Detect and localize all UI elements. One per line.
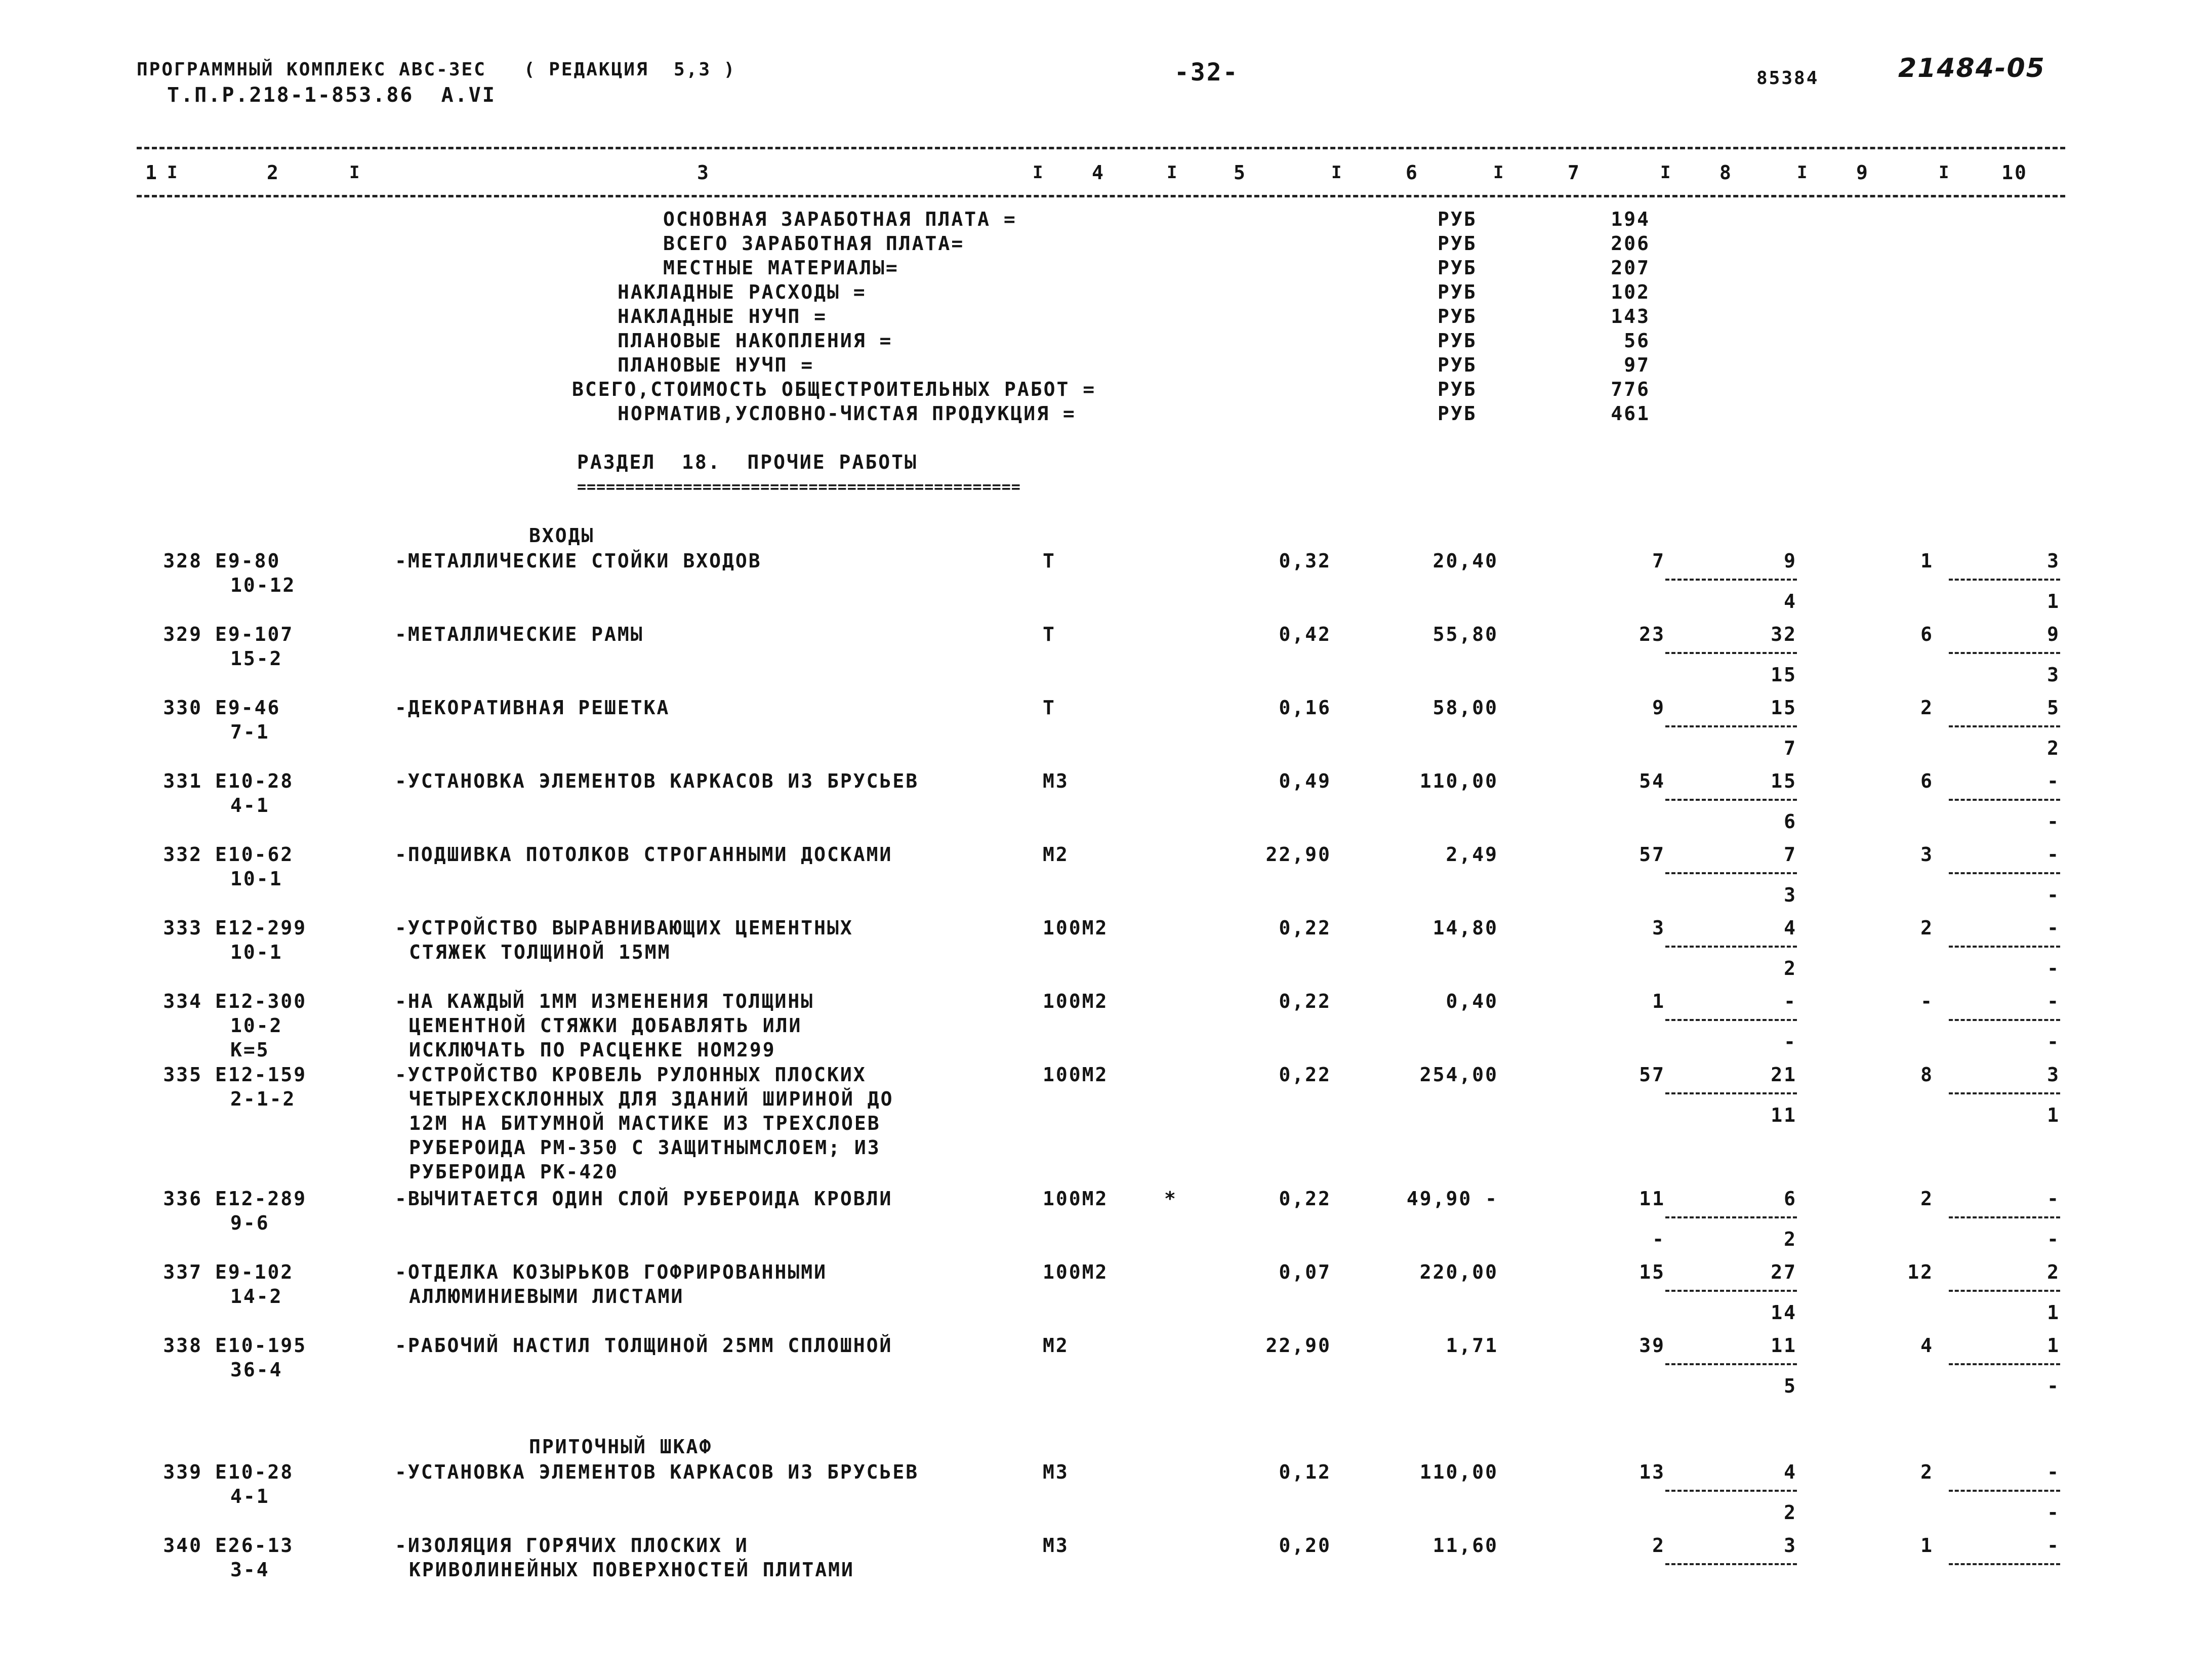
row-description: -МЕТАЛЛИЧЕСКИЕ СТОЙКИ ВХОДОВ — [395, 550, 762, 572]
row-code: Е26-13 — [215, 1534, 294, 1557]
row-col9: 4 — [1920, 1334, 1934, 1357]
summary-value: 194 — [1611, 208, 1650, 230]
row-col8-divider — [1665, 1019, 1797, 1021]
row-number: 339 — [163, 1461, 202, 1483]
column-separator: I — [1331, 162, 1343, 183]
row-price: 0,40 — [1446, 990, 1498, 1012]
row-col10-sub: - — [2047, 1228, 2060, 1250]
group-title-supply-cabinet: ПРИТОЧНЫЙ ШКАФ — [529, 1436, 713, 1458]
row-col8-sub: 5 — [1784, 1375, 1797, 1397]
row-col8-sub: 11 — [1771, 1104, 1797, 1126]
row-col10: - — [2047, 770, 2060, 792]
row-col8-sub: 4 — [1784, 590, 1797, 613]
row-description: -ИЗОЛЯЦИЯ ГОРЯЧИХ ПЛОСКИХ И — [395, 1534, 749, 1557]
row-col10: - — [2047, 1188, 2060, 1210]
row-col8-divider — [1665, 1216, 1797, 1218]
row-price: 110,00 — [1419, 770, 1498, 792]
row-col10-sub: 2 — [2047, 737, 2060, 759]
row-code: Е10-62 — [215, 843, 294, 866]
row-col8-divider — [1665, 1290, 1797, 1292]
row-code: 10-2 — [230, 1014, 283, 1037]
row-code: Е9-46 — [215, 697, 281, 719]
row-col8-divider — [1665, 725, 1797, 727]
row-col9: 1 — [1920, 1534, 1934, 1557]
row-description: РУБЕРОИДА РК-420 — [409, 1161, 619, 1183]
summary-value: 206 — [1611, 232, 1650, 255]
row-code: 14-2 — [230, 1285, 283, 1308]
row-col10: 3 — [2047, 1064, 2060, 1086]
section-title: РАЗДЕЛ 18. ПРОЧИЕ РАБОТЫ — [577, 451, 918, 473]
row-col10-sub: - — [2047, 884, 2060, 906]
summary-value: 56 — [1624, 330, 1650, 352]
row-col9: 2 — [1920, 1461, 1934, 1483]
row-code: 9-6 — [230, 1212, 270, 1234]
row-code: Е10-195 — [215, 1334, 307, 1357]
summary-label: ОСНОВНАЯ ЗАРАБОТНАЯ ПЛАТА = — [663, 208, 1017, 230]
row-number: 332 — [163, 843, 202, 866]
summary-label: НАКЛАДНЫЕ РАСХОДЫ = — [618, 281, 867, 303]
row-unit: М3 — [1043, 1461, 1069, 1483]
column-number: 4 — [1092, 161, 1105, 184]
row-unit: М2 — [1043, 843, 1069, 866]
summary-unit: РУБ — [1438, 208, 1477, 230]
row-description: -УСТРОЙСТВО КРОВЕЛЬ РУЛОННЫХ ПЛОСКИХ — [395, 1064, 867, 1086]
row-col10-sub: - — [2047, 810, 2060, 833]
row-col10-sub: - — [2047, 1031, 2060, 1053]
summary-value: 102 — [1611, 281, 1650, 303]
row-col10-divider — [1949, 1290, 2060, 1292]
row-col7: 3 — [1652, 917, 1665, 939]
row-col7: 54 — [1639, 770, 1665, 792]
row-col9: 6 — [1920, 770, 1934, 792]
column-number: 7 — [1568, 161, 1581, 184]
row-col10: - — [2047, 843, 2060, 866]
program-title: ПРОГРАММНЫЙ КОМПЛЕКС АВС-ЗЕС ( РЕДАКЦИЯ 5,3 ) — [137, 59, 736, 80]
row-col9: 12 — [1907, 1261, 1934, 1283]
row-price: 20,40 — [1432, 550, 1498, 572]
row-description: ЦЕМЕНТНОЙ СТЯЖКИ ДОБАВЛЯТЬ ИЛИ — [409, 1014, 802, 1037]
row-number: 333 — [163, 917, 202, 939]
summary-value: 461 — [1611, 402, 1650, 425]
summary-label: ПЛАНОВЫЕ НАКОПЛЕНИЯ = — [618, 330, 893, 352]
row-col7: 57 — [1639, 1064, 1665, 1086]
doc-code: 85384 — [1756, 68, 1819, 89]
summary-value: 97 — [1624, 354, 1650, 376]
row-description: СТЯЖЕК ТОЛЩИНОЙ 15ММ — [409, 941, 671, 963]
row-col10-divider — [1949, 1216, 2060, 1218]
section-rule: ============================================== — [577, 478, 1021, 496]
summary-unit: РУБ — [1438, 281, 1477, 303]
page-number: -32- — [1174, 58, 1239, 87]
column-number: 3 — [697, 161, 710, 184]
row-col10: 1 — [2047, 1334, 2060, 1357]
row-unit: 100М2 — [1043, 1261, 1109, 1283]
row-quantity: 0,22 — [1279, 1188, 1331, 1210]
row-col7: 39 — [1639, 1334, 1665, 1357]
row-description: -ПОДШИВКА ПОТОЛКОВ СТРОГАННЫМИ ДОСКАМИ — [395, 843, 893, 866]
row-col8-divider — [1665, 652, 1797, 654]
row-code: 10-1 — [230, 868, 283, 890]
row-col10: 3 — [2047, 550, 2060, 572]
project-ref: Т.П.Р.218-1-853.86 А.VI — [167, 84, 496, 107]
row-col8-sub: 2 — [1784, 1501, 1797, 1524]
column-separator: I — [1797, 162, 1809, 183]
row-col10-divider — [1949, 579, 2060, 581]
row-description: -РАБОЧИЙ НАСТИЛ ТОЛЩИНОЙ 25ММ СПЛОШНОЙ — [395, 1334, 893, 1357]
row-price: 14,80 — [1432, 917, 1498, 939]
row-col10-divider — [1949, 1363, 2060, 1365]
summary-label: МЕСТНЫЕ МАТЕРИАЛЫ= — [663, 257, 899, 279]
row-price: 49,90 - — [1406, 1188, 1498, 1210]
row-code: 2-1-2 — [230, 1088, 296, 1110]
row-col8: 6 — [1784, 1188, 1797, 1210]
column-number: 1 — [145, 161, 158, 184]
row-col10-divider — [1949, 872, 2060, 874]
row-unit: 100М2 — [1043, 917, 1109, 939]
summary-unit: РУБ — [1438, 330, 1477, 352]
row-description: КРИВОЛИНЕЙНЫХ ПОВЕРХНОСТЕЙ ПЛИТАМИ — [409, 1559, 854, 1581]
row-unit: Т — [1043, 550, 1056, 572]
row-col10-sub: - — [2047, 1501, 2060, 1524]
row-number: 329 — [163, 623, 202, 645]
summary-value: 207 — [1611, 257, 1650, 279]
row-col9: 2 — [1920, 1188, 1934, 1210]
row-col8-sub: 3 — [1784, 884, 1797, 906]
row-price: 55,80 — [1432, 623, 1498, 645]
row-unit: Т — [1043, 623, 1056, 645]
row-col8: 11 — [1771, 1334, 1797, 1357]
row-col10: 2 — [2047, 1261, 2060, 1283]
row-code: Е10-28 — [215, 770, 294, 792]
row-col8: 27 — [1771, 1261, 1797, 1283]
summary-label: ВСЕГО ЗАРАБОТНАЯ ПЛАТА= — [663, 232, 965, 255]
row-col8: 21 — [1771, 1064, 1797, 1086]
row-description: 12М НА БИТУМНОЙ МАСТИКЕ ИЗ ТРЕХСЛОЕВ — [409, 1112, 881, 1134]
row-col10: - — [2047, 1534, 2060, 1557]
row-quantity: 0,22 — [1279, 917, 1331, 939]
row-col10-divider — [1949, 1092, 2060, 1094]
header-rule-top — [137, 147, 2065, 149]
row-quantity: 0,49 — [1279, 770, 1331, 792]
row-col9: 3 — [1920, 843, 1934, 866]
row-code: 15-2 — [230, 647, 283, 670]
row-code: 7-1 — [230, 721, 270, 743]
row-description: -УСТРОЙСТВО ВЫРАВНИВАЮЩИХ ЦЕМЕНТНЫХ — [395, 917, 853, 939]
row-code: Е12-300 — [215, 990, 307, 1012]
row-description: ИСКЛЮЧАТЬ ПО РАСЦЕНКЕ НОМ299 — [409, 1039, 776, 1061]
column-number: 8 — [1719, 161, 1733, 184]
row-quantity: 0,12 — [1279, 1461, 1331, 1483]
row-description: АЛЛЮМИНИЕВЫМИ ЛИСТАМИ — [409, 1285, 684, 1308]
column-separator: I — [1493, 162, 1505, 183]
row-code: Е12-289 — [215, 1188, 307, 1210]
row-col8-sub: 14 — [1771, 1301, 1797, 1324]
group-title-entrances: ВХОДЫ — [529, 524, 595, 547]
row-col8-divider — [1665, 946, 1797, 948]
row-quantity: 0,22 — [1279, 1064, 1331, 1086]
row-col9: 2 — [1920, 917, 1934, 939]
row-code: 4-1 — [230, 794, 270, 816]
row-code: Е12-159 — [215, 1064, 307, 1086]
row-col8: 4 — [1784, 1461, 1797, 1483]
row-col9: 6 — [1920, 623, 1934, 645]
row-col9: 1 — [1920, 550, 1934, 572]
row-number: 340 — [163, 1534, 202, 1557]
row-code: Е10-28 — [215, 1461, 294, 1483]
row-col8: - — [1784, 990, 1797, 1012]
row-mark: * — [1164, 1188, 1177, 1210]
row-number: 334 — [163, 990, 202, 1012]
row-number: 330 — [163, 697, 202, 719]
row-col7: 11 — [1639, 1188, 1665, 1210]
row-col8-divider — [1665, 579, 1797, 581]
row-col8-sub: 7 — [1784, 737, 1797, 759]
row-price: 220,00 — [1419, 1261, 1498, 1283]
row-number: 336 — [163, 1188, 202, 1210]
row-quantity: 0,20 — [1279, 1534, 1331, 1557]
row-number: 331 — [163, 770, 202, 792]
column-separator: I — [1660, 162, 1672, 183]
row-unit: М3 — [1043, 770, 1069, 792]
summary-unit: РУБ — [1438, 378, 1477, 400]
row-col9: - — [1920, 990, 1934, 1012]
row-code: Е9-107 — [215, 623, 294, 645]
row-col8-sub: 2 — [1784, 957, 1797, 979]
row-col10: - — [2047, 917, 2060, 939]
row-code: Е9-102 — [215, 1261, 294, 1283]
row-col10-sub: 3 — [2047, 664, 2060, 686]
row-col8-divider — [1665, 1563, 1797, 1565]
row-description: -ДЕКОРАТИВНАЯ РЕШЕТКА — [395, 697, 670, 719]
row-unit: 100М2 — [1043, 1188, 1109, 1210]
row-col7: 57 — [1639, 843, 1665, 866]
row-description: ЧЕТЫРЕХСКЛОННЫХ ДЛЯ ЗДАНИЙ ШИРИНОЙ ДО — [409, 1088, 894, 1110]
column-separator: I — [1939, 162, 1951, 183]
row-col10-sub: 1 — [2047, 1301, 2060, 1324]
row-col8: 15 — [1771, 697, 1797, 719]
row-quantity: 22,90 — [1265, 843, 1331, 866]
row-quantity: 0,16 — [1279, 697, 1331, 719]
summary-unit: РУБ — [1438, 354, 1477, 376]
row-code: 10-1 — [230, 941, 283, 963]
row-price: 58,00 — [1432, 697, 1498, 719]
row-number: 337 — [163, 1261, 202, 1283]
row-col10: - — [2047, 1461, 2060, 1483]
row-col10-divider — [1949, 725, 2060, 727]
column-number: 2 — [267, 161, 280, 184]
row-col10-divider — [1949, 652, 2060, 654]
row-col8: 3 — [1784, 1534, 1797, 1557]
column-number: 9 — [1856, 161, 1869, 184]
row-description: -ВЫЧИТАЕТСЯ ОДИН СЛОЙ РУБЕРОИДА КРОВЛИ — [395, 1188, 893, 1210]
row-description: -УСТАНОВКА ЭЛЕМЕНТОВ КАРКАСОВ ИЗ БРУСЬЕВ — [395, 770, 919, 792]
summary-value: 143 — [1611, 305, 1650, 328]
row-description: РУБЕРОИДА РМ-350 С ЗАЩИТНЫМСЛОЕМ; ИЗ — [409, 1136, 881, 1159]
header-rule-bottom — [137, 195, 2065, 197]
row-unit: М3 — [1043, 1534, 1069, 1557]
row-price: 1,71 — [1446, 1334, 1498, 1357]
row-col10: - — [2047, 990, 2060, 1012]
row-price: 110,00 — [1419, 1461, 1498, 1483]
column-number: 10 — [2001, 161, 2028, 184]
row-col10-sub: 1 — [2047, 590, 2060, 613]
row-quantity: 22,90 — [1265, 1334, 1331, 1357]
row-col8: 9 — [1784, 550, 1797, 572]
row-code: 4-1 — [230, 1485, 270, 1507]
summary-label: ПЛАНОВЫЕ НУЧП = — [618, 354, 814, 376]
row-col7: 23 — [1639, 623, 1665, 645]
row-col7: 2 — [1652, 1534, 1665, 1557]
row-col10: 5 — [2047, 697, 2060, 719]
row-description: -УСТАНОВКА ЭЛЕМЕНТОВ КАРКАСОВ ИЗ БРУСЬЕВ — [395, 1461, 919, 1483]
row-unit: 100М2 — [1043, 990, 1109, 1012]
row-description: -ОТДЕЛКА КОЗЫРЬКОВ ГОФРИРОВАННЫМИ — [395, 1261, 827, 1283]
row-col10-sub: - — [2047, 957, 2060, 979]
row-quantity: 0,32 — [1279, 550, 1331, 572]
row-unit: 100М2 — [1043, 1064, 1109, 1086]
row-number: 338 — [163, 1334, 202, 1357]
row-col10-sub: 1 — [2047, 1104, 2060, 1126]
row-col8-divider — [1665, 872, 1797, 874]
row-col7: 1 — [1652, 990, 1665, 1012]
row-col8: 4 — [1784, 917, 1797, 939]
summary-label: ВСЕГО,СТОИМОСТЬ ОБЩЕСТРОИТЕЛЬНЫХ РАБОТ = — [572, 378, 1096, 400]
row-col10-divider — [1949, 1490, 2060, 1492]
row-code: 3-4 — [230, 1559, 270, 1581]
row-col10-sub: - — [2047, 1375, 2060, 1397]
row-col8-sub: 15 — [1771, 664, 1797, 686]
row-quantity: 0,42 — [1279, 623, 1331, 645]
row-number: 335 — [163, 1064, 202, 1086]
row-col10-divider — [1949, 1563, 2060, 1565]
row-col10-divider — [1949, 946, 2060, 948]
row-col8: 15 — [1771, 770, 1797, 792]
row-col7: 13 — [1639, 1461, 1665, 1483]
row-unit: Т — [1043, 697, 1056, 719]
row-col7-sub: - — [1652, 1228, 1665, 1250]
row-col8-divider — [1665, 799, 1797, 801]
row-col9: 2 — [1920, 697, 1934, 719]
column-separator: I — [167, 162, 179, 183]
summary-label: НОРМАТИВ,УСЛОВНО-ЧИСТАЯ ПРОДУКЦИЯ = — [618, 402, 1076, 425]
column-number: 5 — [1234, 161, 1247, 184]
row-col10-divider — [1949, 799, 2060, 801]
row-col9: 8 — [1920, 1064, 1934, 1086]
row-code: Е9-80 — [215, 550, 281, 572]
doc-number: 21484-05 — [1898, 53, 2045, 84]
summary-unit: РУБ — [1438, 232, 1477, 255]
row-col8: 32 — [1771, 623, 1797, 645]
row-quantity: 0,22 — [1279, 990, 1331, 1012]
row-code: 36-4 — [230, 1359, 283, 1381]
row-code: Е12-299 — [215, 917, 307, 939]
row-col10-divider — [1949, 1019, 2060, 1021]
row-description: -МЕТАЛЛИЧЕСКИЕ РАМЫ — [395, 623, 644, 645]
row-price: 2,49 — [1446, 843, 1498, 866]
summary-unit: РУБ — [1438, 305, 1477, 328]
summary-label: НАКЛАДНЫЕ НУЧП = — [618, 305, 828, 328]
row-price: 11,60 — [1432, 1534, 1498, 1557]
summary-unit: РУБ — [1438, 257, 1477, 279]
row-col8-divider — [1665, 1363, 1797, 1365]
column-separator: I — [1167, 162, 1179, 183]
row-code: 10-12 — [230, 574, 296, 596]
summary-value: 776 — [1611, 378, 1650, 400]
row-col8-sub: - — [1784, 1031, 1797, 1053]
row-col8: 7 — [1784, 843, 1797, 866]
row-col8-divider — [1665, 1490, 1797, 1492]
row-col7: 15 — [1639, 1261, 1665, 1283]
row-description: -НА КАЖДЫЙ 1ММ ИЗМЕНЕНИЯ ТОЛЩИНЫ — [395, 990, 814, 1012]
row-col10: 9 — [2047, 623, 2060, 645]
row-number: 328 — [163, 550, 202, 572]
column-separator: I — [1033, 162, 1045, 183]
row-quantity: 0,07 — [1279, 1261, 1331, 1283]
row-price: 254,00 — [1419, 1064, 1498, 1086]
row-code: К=5 — [230, 1039, 270, 1061]
column-separator: I — [349, 162, 361, 183]
row-col7: 7 — [1652, 550, 1665, 572]
row-col8-divider — [1665, 1092, 1797, 1094]
summary-unit: РУБ — [1438, 402, 1477, 425]
column-number: 6 — [1406, 161, 1419, 184]
row-col8-sub: 2 — [1784, 1228, 1797, 1250]
row-unit: М2 — [1043, 1334, 1069, 1357]
row-col7: 9 — [1652, 697, 1665, 719]
row-col8-sub: 6 — [1784, 810, 1797, 833]
